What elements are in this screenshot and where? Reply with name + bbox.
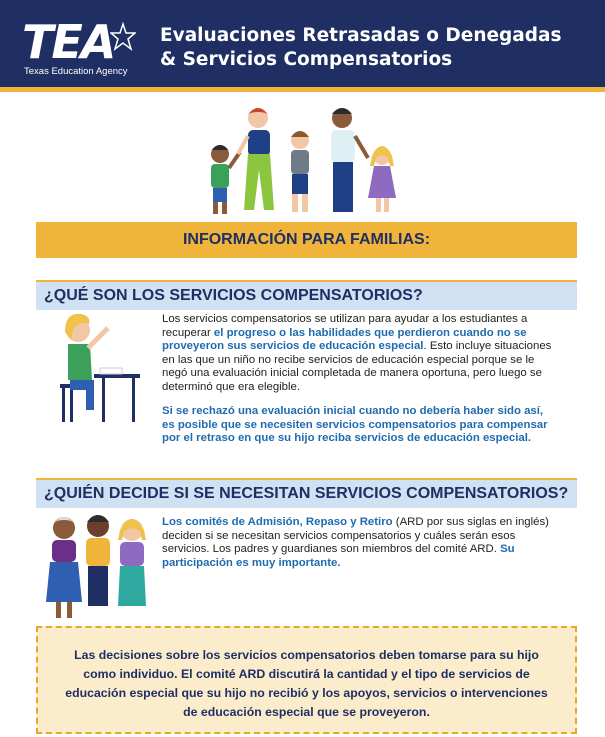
student-raising-hand-illustration	[56, 312, 146, 422]
section-heading-what-are-services: ¿QUÉ SON LOS SERVICIOS COMPENSATORIOS?	[36, 280, 577, 310]
paragraph-ard-committee	[162, 516, 552, 570]
p1-text-c: . Esto incluye situaciones en las que un niño no recibe servicios de educación especial porque se le negó una evaluación inicial completada de manera oportuna, pero luego se determinó que era elegible.	[162, 340, 552, 393]
committee-group-illustration	[40, 510, 158, 620]
logo-subtitle: Texas Education Agency	[24, 66, 128, 77]
title-line-1: Evaluaciones Retrasadas o Denegadas	[160, 25, 562, 46]
p3-text-b: (ARD por sus siglas en inglés) deciden si se necesitan servicios compensatorios y cuáles serán esos servicios. Los padres y guardianes son miembros del comité ARD.	[162, 516, 549, 556]
p3-highlight-ard: Los comités de Admisión, Repaso y Retiro	[162, 516, 393, 528]
texas-star-icon	[110, 22, 136, 52]
info-for-families-banner: INFORMACIÓN PARA FAMILIAS:	[36, 222, 577, 258]
p3-highlight-participation: Su participación es muy importante.	[162, 543, 515, 569]
title-line-2: & Servicios Compensatorios	[160, 49, 453, 70]
page-title	[160, 24, 562, 72]
header-banner	[0, 0, 605, 92]
tea-logo	[22, 15, 142, 80]
p1-highlight: el progreso o las habilidades que perdieron cuando no se proveyeron sus servicios de educación especial	[162, 326, 527, 353]
paragraph-rejected-evaluation: Si se rechazó una evaluación inicial cuando no debería haber sido así, es posible que se necesiten servicios compensatorios para compensar por el retraso en que su hijo reciba servicios de educación especial.	[162, 405, 548, 445]
family-illustration	[192, 104, 422, 218]
section-heading-who-decides: ¿QUIÉN DECIDE SI SE NECESITAN SERVICIOS COMPENSATORIOS?	[36, 478, 577, 508]
decision-callout-box: Las decisiones sobre los servicios compensatorios deben tomarse para su hijo como individuo. El comité ARD discutirá la cantidad y el tipo de servicios de educación especial que su hijo no recibió y los apoyos, servicios o intervenciones de educación especial que se proveyeron.	[36, 626, 577, 734]
paragraph-definition	[162, 313, 552, 395]
logo-wordmark: TEA	[22, 15, 115, 69]
p1-text-a: Los servicios compensatorios se utilizan para ayudar a los estudiantes a recuperar	[162, 313, 528, 339]
